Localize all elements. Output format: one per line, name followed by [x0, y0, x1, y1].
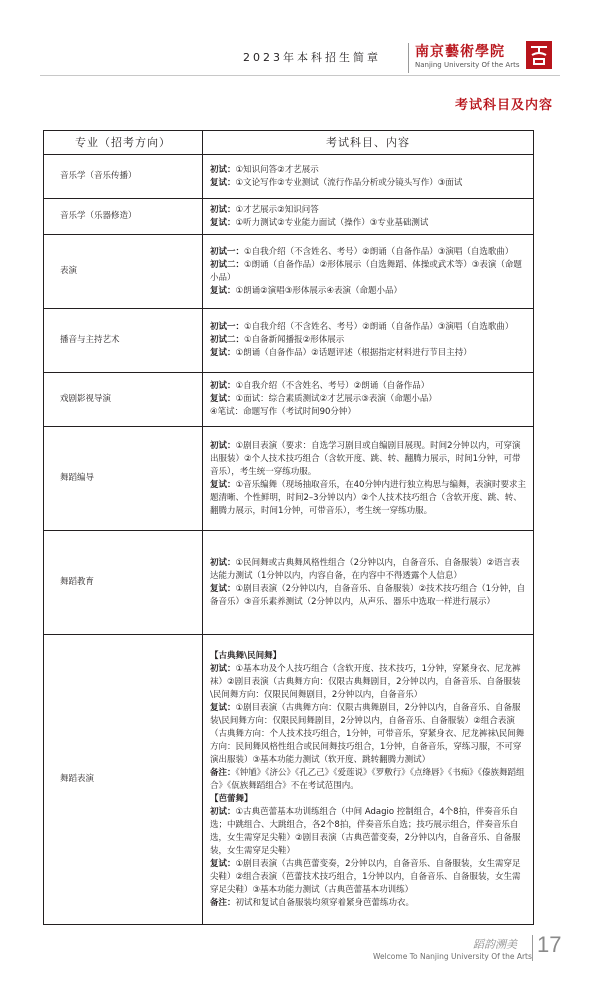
exam-line	[210, 767, 526, 793]
exam-line-text: ①朗诵（自备作品）②形体展示（自选舞蹈、体操或武术等）③表演（命题小品）	[210, 259, 522, 283]
exam-line	[210, 285, 526, 298]
exam-line	[210, 440, 526, 479]
exam-line-text: ①文论写作②专业测试（流行作品分析或分镜头写作）③面试	[235, 177, 463, 188]
column-header-major: 专业（招考方向）	[44, 131, 203, 155]
table-body	[44, 155, 534, 925]
table-row	[44, 309, 534, 373]
exam-stage-label: 初试一：	[210, 246, 245, 257]
major-cell: 舞蹈编导	[44, 427, 203, 531]
exam-stage-label: 备注：	[210, 767, 236, 778]
section-title: 考试科目及内容	[454, 98, 553, 113]
category-label: 【芭蕾舞】	[210, 793, 253, 804]
exam-line	[210, 177, 526, 190]
exam-subjects-table	[43, 130, 534, 925]
exam-content-cell	[203, 155, 534, 199]
exam-line-text: ①自我介绍（不含姓名、考号）②朗诵（自备作品）③演唱（自选歌曲）	[244, 246, 514, 257]
exam-line-text: ④笔试：命题写作（考试时间90分钟）	[210, 407, 356, 417]
exam-stage-label: 复试：	[210, 858, 236, 869]
table-row	[44, 635, 534, 925]
table-row	[44, 155, 534, 199]
page-number: 17	[537, 932, 562, 957]
major-cell: 戏剧影视导演	[44, 373, 203, 427]
exam-line	[210, 897, 526, 910]
exam-line	[210, 204, 526, 217]
major-cell: 表演	[44, 235, 203, 309]
exam-content-cell	[203, 373, 534, 427]
exam-line-text: ①听力测试②专业能力面试（操作）③专业基础测试	[235, 217, 429, 228]
exam-content-cell	[203, 235, 534, 309]
table-row	[44, 531, 534, 635]
exam-line	[210, 334, 526, 347]
exam-line	[210, 583, 526, 609]
exam-line	[210, 259, 526, 285]
exam-line-text: ①面试：综合素质测试②才艺展示③表演（命题小品）	[235, 394, 437, 404]
exam-line	[210, 479, 526, 518]
exam-stage-label: 复试：	[210, 394, 236, 404]
exam-line-text: ①基本功及个人技巧组合（含软开度、技术技巧，1分钟，穿紧身衣、尼龙裤袜）②剧目表演（古典舞方向：仅限古典舞剧目，2分钟以内，自备音乐、自备服装\民间舞方向：仅限民间舞剧目，2分钟以内，自备音乐）	[210, 663, 521, 700]
exam-line	[210, 347, 526, 360]
exam-stage-label: 复试：	[210, 285, 236, 296]
header-rule	[40, 75, 560, 76]
exam-line	[210, 321, 526, 334]
exam-stage-label: 复试：	[210, 217, 236, 228]
university-name-en: Nanjing University Of the Arts	[415, 61, 520, 69]
exam-stage-label: 初试：	[210, 663, 236, 674]
exam-line	[210, 663, 526, 702]
exam-line-text: ①才艺展示②知识问答	[235, 204, 319, 215]
exam-stage-label: 复试：	[210, 348, 236, 358]
exam-stage-label: 初试：	[210, 557, 236, 568]
exam-stage-label: 初试二：	[210, 259, 245, 270]
exam-line-text: ①自我介绍（不含姓名、考号）②朗诵（自备作品）	[235, 381, 430, 391]
exam-line	[210, 406, 526, 419]
exam-stage-label: 初试：	[210, 440, 236, 451]
exam-stage-label: 初试：	[210, 164, 236, 175]
footer-slogan-en: Welcome To Nanjing University Of the Arts	[373, 952, 532, 961]
table-row	[44, 427, 534, 531]
exam-content-cell	[203, 531, 534, 635]
exam-line	[210, 557, 526, 583]
exam-line-text: ①民间舞或古典舞风格性组合（2分钟以内，自备音乐、自备服装）②语言表达能力测试（1分钟以内，内容自备，在内容中不得透露个人信息）	[210, 557, 520, 581]
exam-content-cell	[203, 427, 534, 531]
table-header-row	[44, 131, 534, 155]
exam-line-text: ①剧目表演（古典舞方向：仅限古典舞剧目，2分钟以内，自备音乐、自备服装\民间舞方向：仅限民间舞剧目，2分钟以内，自备音乐、自备服装）②组合表演（古典舞方向：个人技术技巧组合，1分钟，可带音乐，穿紧身衣、尼龙裤袜\民间舞方向：民间舞风格性组合或民间舞技巧组合，1分钟，自备音乐，穿练习服，不可穿演出服装）③基本功能力测试（软开度、跳转翻腾力测试）	[210, 702, 525, 765]
exam-stage-label: 复试：	[210, 583, 236, 594]
exam-content-cell	[203, 635, 534, 925]
exam-stage-label: 初试一：	[210, 322, 245, 332]
exam-stage-label: 初试：	[210, 204, 236, 215]
exam-line-text: ①朗诵②演唱③形体展示④表演（命题小品）	[235, 285, 402, 296]
dance-category-heading	[210, 793, 526, 806]
exam-stage-label: 备注：	[210, 897, 236, 908]
exam-line	[210, 164, 526, 177]
category-label: 【古典舞\民间舞】	[210, 650, 282, 661]
exam-stage-label: 初试二：	[210, 335, 245, 345]
exam-line-text: ①剧目表演（要求：自选学习剧目或自编剧目展现。时间2分钟以内，可穿演出服装）②个人技术技巧组合（含软开度、跳、转、翻腾力展示，时间1分钟，可带音乐），考生统一穿练功服。	[210, 440, 521, 477]
university-seal-logo-icon	[526, 41, 552, 69]
exam-stage-label: 复试：	[210, 702, 236, 713]
header-divider	[408, 43, 409, 73]
brochure-title: 2023年本科招生简章	[243, 51, 381, 64]
exam-stage-label: 初试：	[210, 806, 236, 817]
exam-line	[210, 246, 526, 259]
exam-line-text: ①自我介绍（不含姓名、考号）②朗诵（自备作品）③演唱（自选歌曲）	[244, 322, 514, 332]
exam-content-cell	[203, 199, 534, 235]
major-cell: 舞蹈教育	[44, 531, 203, 635]
exam-line-text: ①古典芭蕾基本功训练组合（中间 Adagio 控制组合，4个8拍，伴奏音乐自选；中跳组合、大跳组合，各2个8拍，伴奏音乐自选；技巧展示组合，伴奏音乐自选，女生需穿足尖鞋）②剧目表演（古典芭蕾变奏，2分钟以内，自备音乐、自备服装，女生需穿足尖鞋）	[210, 806, 521, 856]
table-row	[44, 199, 534, 235]
major-cell: 播音与主持艺术	[44, 309, 203, 373]
exam-line-text: ①音乐编舞（现场抽取音乐，在40分钟内进行独立构思与编舞，表演时要求主题清晰、个性鲜明，时间2–3分钟以内）②个人技术技巧组合（含软开度、跳、转、翻腾力展示，时间1分钟，可带音乐），考生统一穿练功服。	[210, 479, 526, 516]
table-row	[44, 373, 534, 427]
exam-line	[210, 217, 526, 230]
column-header-content: 考试科目、内容	[203, 131, 534, 155]
table-row	[44, 235, 534, 309]
exam-line-text: 初试和复试自备服装均须穿着紧身芭蕾练功衣。	[235, 897, 415, 908]
exam-line-text: ①自备新闻播报②形体展示	[244, 335, 345, 345]
exam-stage-label: 复试：	[210, 177, 236, 188]
major-cell: 音乐学（乐器修造）	[44, 199, 203, 235]
major-cell: 舞蹈表演	[44, 635, 203, 925]
major-cell: 音乐学（音乐传播）	[44, 155, 203, 199]
exam-line-text: 《钟馗》《济公》《孔乙己》《爱莲说》《罗敷行》《点绛唇》《书痴》《傣族舞蹈组合》《佤族舞蹈组合》不在考试范围内。	[210, 767, 525, 791]
footer-slogan-cn: 蹈韵溯美	[473, 938, 517, 951]
exam-line	[210, 858, 526, 897]
dance-category-heading	[210, 650, 526, 663]
university-name-cn: 南京藝術學院	[415, 44, 505, 60]
exam-line	[210, 806, 526, 858]
exam-line-text: ①剧目表演（古典芭蕾变奏，2分钟以内，自备音乐、自备服装，女生需穿足尖鞋）②组合表演（芭蕾技术技巧组合，1分钟以内，自备音乐、自备服装，女生需穿足尖鞋）③基本功能力测试（古典芭蕾基本功训练）	[210, 858, 521, 895]
exam-line	[210, 393, 526, 406]
exam-content-cell	[203, 309, 534, 373]
exam-line-text: ①朗诵（自备作品）②话题评述（根据指定材料进行节目主持）	[235, 348, 472, 358]
exam-stage-label: 初试：	[210, 381, 236, 391]
exam-line-text: ①剧目表演（2分钟以内，自备音乐、自备服装）②技术技巧组合（1分钟，自备音乐）③音乐素养测试（2分钟以内，从声乐、器乐中选取一样进行展示）	[210, 583, 526, 607]
exam-line	[210, 380, 526, 393]
exam-line	[210, 702, 526, 767]
footer-divider	[532, 935, 533, 961]
exam-line-text: ①知识问答②才艺展示	[235, 164, 319, 175]
exam-stage-label: 复试：	[210, 479, 236, 490]
